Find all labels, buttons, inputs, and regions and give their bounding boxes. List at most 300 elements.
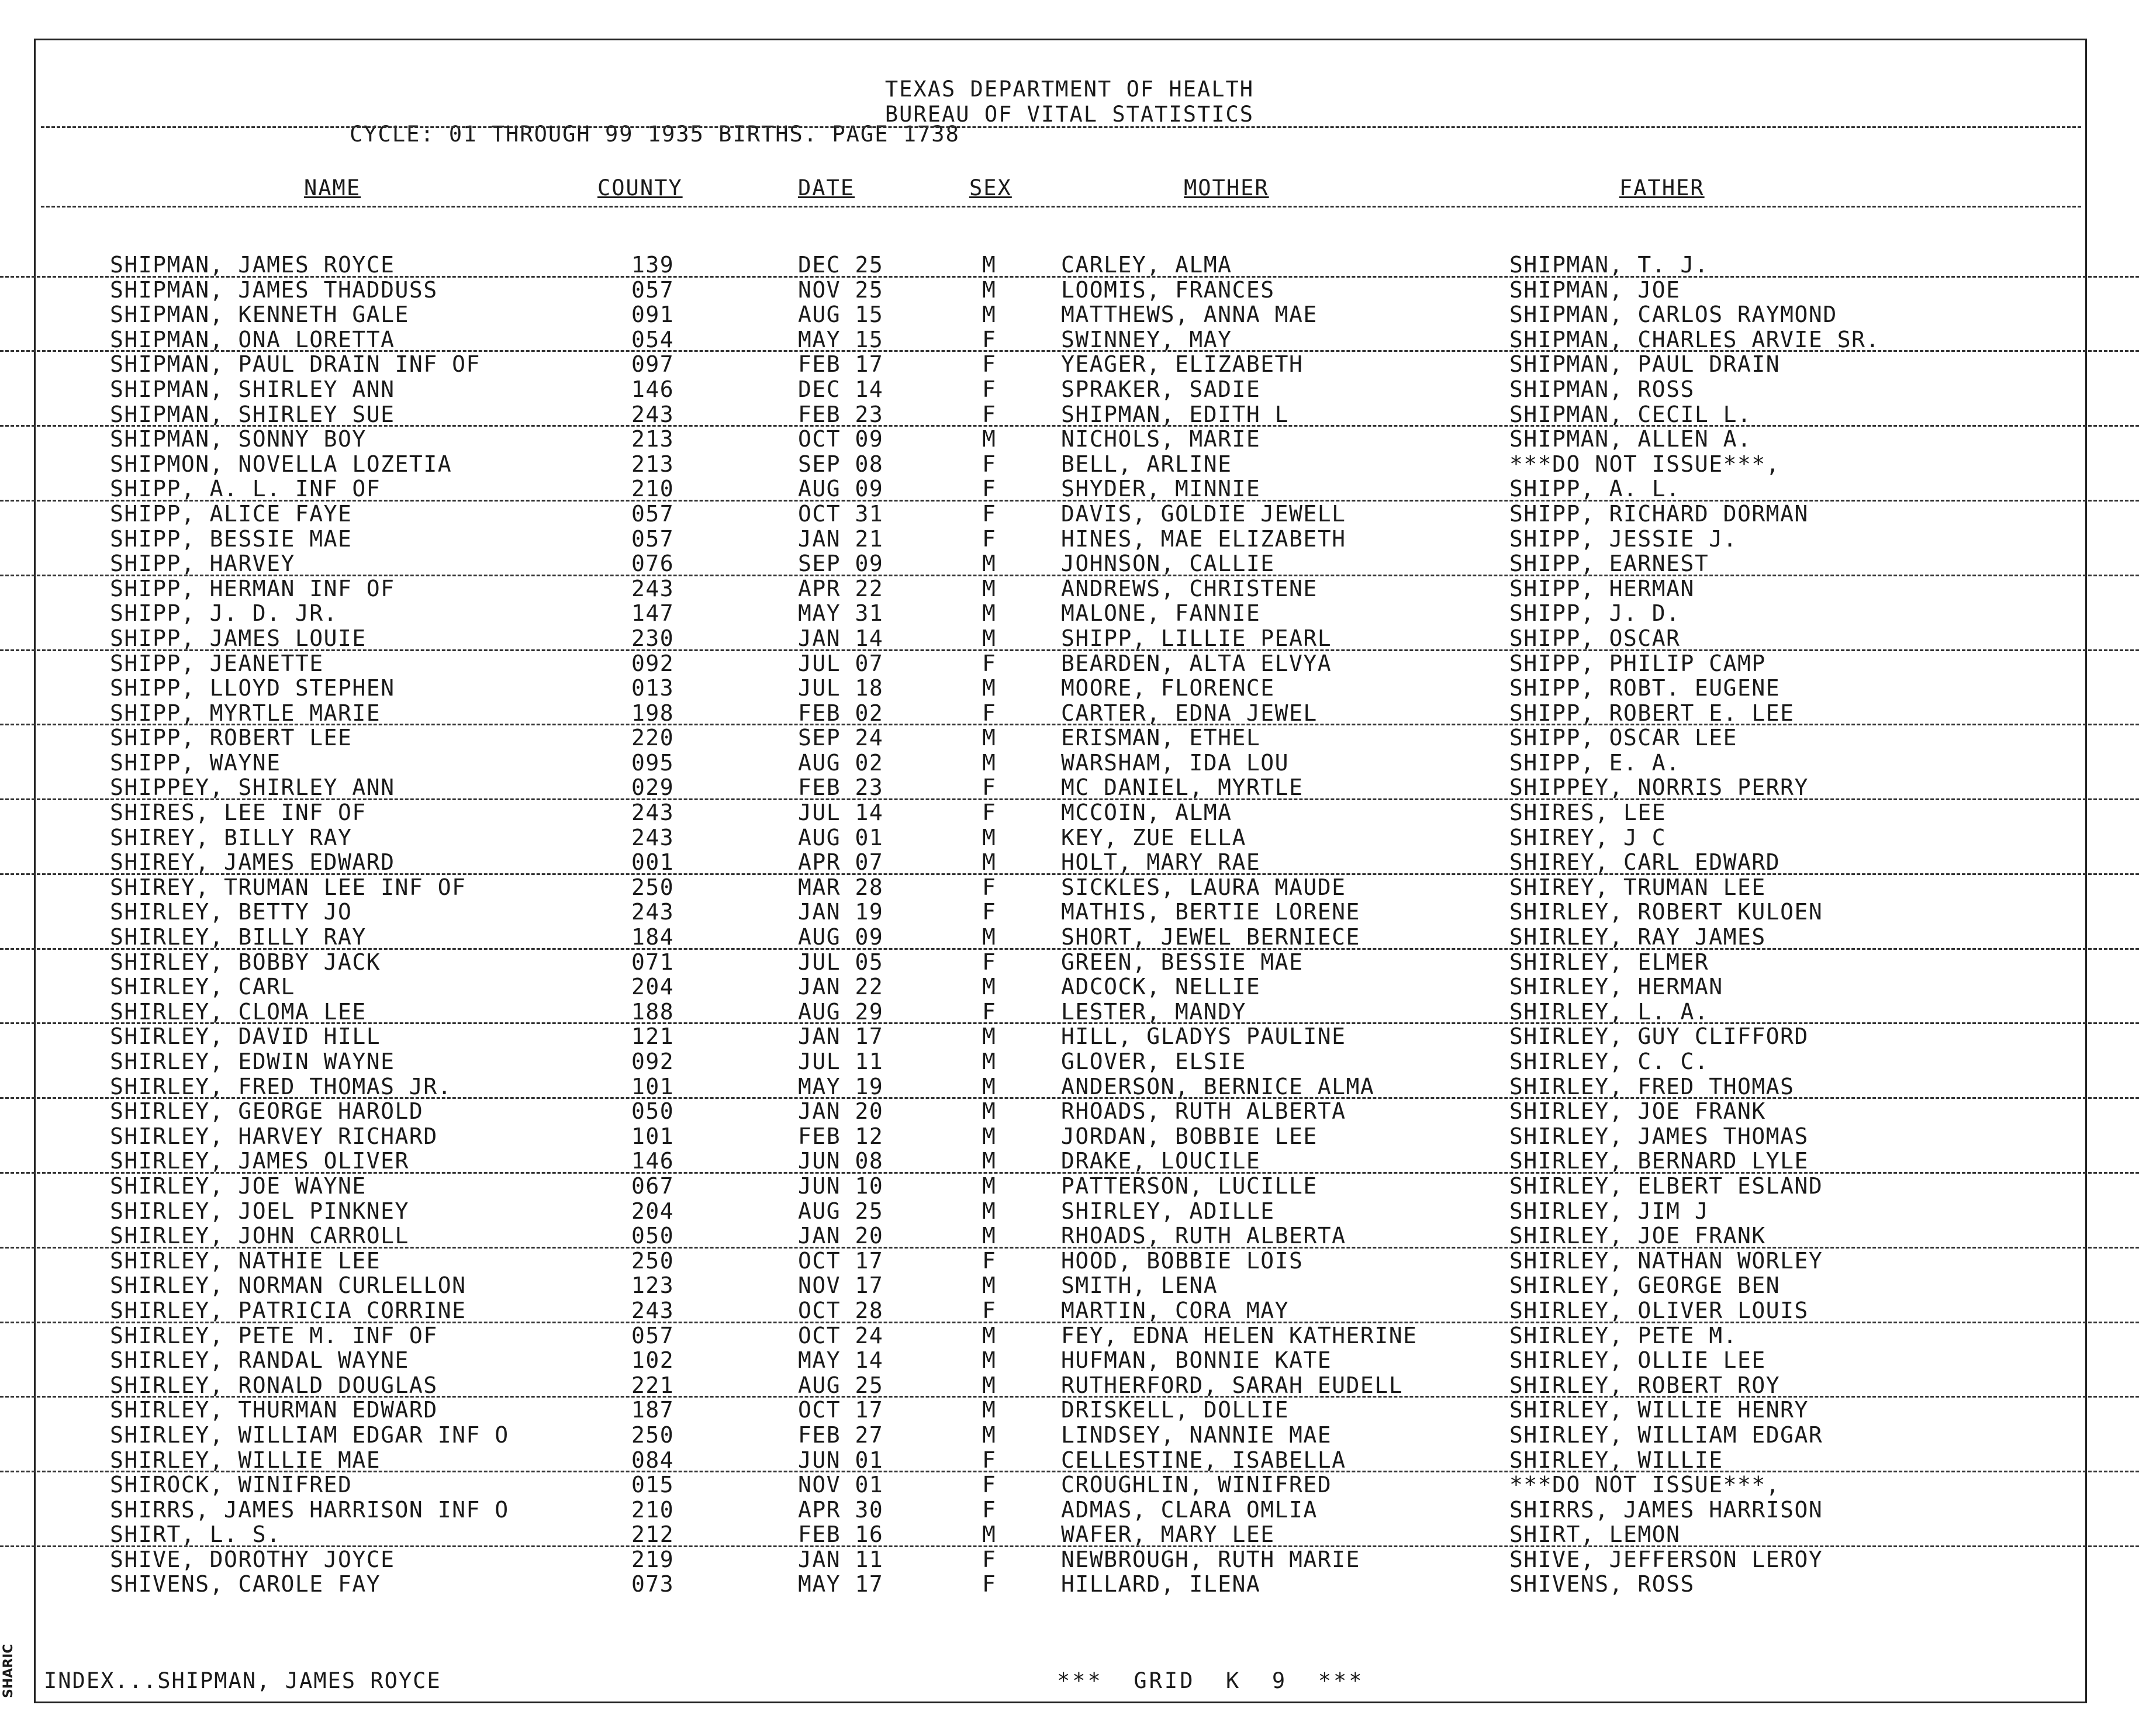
record-county: 102 [631, 1347, 675, 1374]
record-mother: BEARDEN, ALTA ELVYA [1061, 650, 1332, 676]
record-sex: M [982, 1422, 997, 1448]
record-name: SHIRLEY, EDWIN WAYNE [110, 1049, 395, 1074]
record-row [0, 1298, 2139, 1323]
record-sex: M [982, 1148, 997, 1174]
record-father: SHIRLEY, OLLIE LEE [1509, 1347, 1766, 1374]
record-mother: MALONE, FANNIE [1061, 600, 1261, 627]
record-father: SHIPP, OSCAR LEE [1509, 725, 1738, 751]
record-date: MAY 15 [798, 326, 884, 352]
record-county: 015 [631, 1472, 675, 1498]
record-mother: WAFER, MARY LEE [1061, 1521, 1275, 1548]
record-father: SHIPMAN, JOE [1509, 276, 1681, 303]
record-father: SHIRLEY, JAMES THOMAS [1509, 1123, 1809, 1149]
record-county: 123 [631, 1272, 675, 1299]
record-county: 101 [631, 1073, 675, 1099]
record-row [0, 850, 2139, 875]
record-date: JAN 21 [798, 525, 884, 552]
record-row [0, 1348, 2139, 1373]
record-county: 146 [631, 376, 675, 402]
record-father: SHIRLEY, ROBERT KULOEN [1509, 899, 1823, 925]
record-mother: LESTER, MANDY [1061, 998, 1246, 1025]
record-date: MAY 14 [798, 1347, 884, 1374]
record-row [0, 1074, 2139, 1099]
record-mother: SICKLES, LAURA MAUDE [1061, 874, 1346, 900]
record-county: 212 [631, 1521, 675, 1548]
record-county: 188 [631, 998, 675, 1025]
record-county: 184 [631, 924, 675, 950]
record-sex: M [982, 276, 997, 303]
record-county: 001 [631, 849, 675, 876]
record-sex: F [982, 1297, 997, 1323]
record-father: SHIRT, LEMON [1509, 1521, 1681, 1548]
record-row [0, 925, 2139, 950]
record-name: SHIRLEY, NATHIE LEE [110, 1247, 381, 1274]
record-date: JUN 08 [798, 1148, 884, 1174]
record-sex: F [982, 351, 997, 378]
column-header-date: DATE [798, 175, 855, 200]
record-county: 220 [631, 725, 675, 751]
record-father: SHIREY, CARL EDWARD [1509, 849, 1781, 876]
record-row [0, 900, 2139, 925]
record-father: SHIRLEY, RAY JAMES [1509, 924, 1766, 950]
record-father: SHIVE, JEFFERSON LEROY [1509, 1546, 1823, 1572]
record-sex: F [982, 326, 997, 352]
record-father: SHIRLEY, C. C. [1509, 1049, 1709, 1074]
column-header-county: COUNTY [597, 175, 683, 200]
record-county: 213 [631, 426, 675, 452]
record-date: OCT 17 [798, 1397, 884, 1423]
record-date: AUG 09 [798, 924, 884, 950]
record-row [0, 825, 2139, 850]
record-row [0, 427, 2139, 452]
record-father: SHIRLEY, ELBERT ESLAND [1509, 1173, 1823, 1199]
record-mother: ANDERSON, BERNICE ALMA [1061, 1073, 1375, 1099]
column-header-rule [41, 206, 2081, 208]
record-row [0, 974, 2139, 1000]
record-row [0, 1572, 2139, 1597]
record-mother: HILL, GLADYS PAULINE [1061, 1023, 1346, 1050]
record-row [0, 1149, 2139, 1174]
record-row [0, 1099, 2139, 1124]
record-name: SHIREY, TRUMAN LEE INF OF [110, 874, 466, 900]
record-father: SHIPP, OSCAR [1509, 625, 1681, 651]
column-header-name: NAME [304, 175, 361, 200]
record-father: SHIRLEY, GUY CLIFFORD [1509, 1023, 1809, 1050]
record-father: SHIRLEY, PETE M. [1509, 1322, 1738, 1348]
record-date: OCT 17 [798, 1247, 884, 1274]
record-sex: M [982, 252, 997, 278]
record-list [0, 253, 2139, 1597]
record-date: JUL 05 [798, 949, 884, 975]
record-row [0, 352, 2139, 377]
record-name: SHIPP, HARVEY [110, 551, 295, 577]
record-date: OCT 31 [798, 500, 884, 527]
record-date: FEB 27 [798, 1422, 884, 1448]
record-sex: M [982, 426, 997, 452]
record-mother: SPRAKER, SADIE [1061, 376, 1261, 402]
record-date: FEB 23 [798, 774, 884, 801]
record-row [0, 1498, 2139, 1523]
record-father: SHIPP, ROBERT E. LEE [1509, 700, 1795, 726]
record-mother: SHYDER, MINNIE [1061, 476, 1261, 502]
record-sex: M [982, 1322, 997, 1348]
record-row [0, 676, 2139, 701]
record-row [0, 1323, 2139, 1348]
record-name: SHIRLEY, WILLIE MAE [110, 1447, 381, 1473]
record-row [0, 551, 2139, 576]
record-county: 121 [631, 1023, 675, 1050]
record-sex: M [982, 675, 997, 701]
record-father: SHIPMAN, CARLOS RAYMOND [1509, 302, 1837, 328]
record-father: SHIRLEY, HERMAN [1509, 974, 1723, 1000]
record-row [0, 527, 2139, 552]
record-county: 210 [631, 1496, 675, 1523]
record-date: APR 22 [798, 575, 884, 601]
side-mark: SHARIC [1, 1644, 16, 1698]
record-mother: ADMAS, CLARA OMLIA [1061, 1496, 1318, 1523]
record-county: 076 [631, 551, 675, 577]
record-name: SHIRLEY, CLOMA LEE [110, 998, 367, 1025]
record-name: SHIVENS, CAROLE FAY [110, 1571, 381, 1597]
record-row [0, 1398, 2139, 1423]
record-county: 092 [631, 650, 675, 676]
record-mother: MARTIN, CORA MAY [1061, 1297, 1290, 1323]
record-sex: F [982, 1472, 997, 1498]
record-father: SHIVENS, ROSS [1509, 1571, 1695, 1597]
record-father: SHIPPEY, NORRIS PERRY [1509, 774, 1809, 801]
record-name: SHIPPEY, SHIRLEY ANN [110, 774, 395, 801]
record-name: SHIRLEY, PATRICIA CORRINE [110, 1297, 466, 1323]
record-name: SHIRLEY, PETE M. INF OF [110, 1322, 438, 1348]
record-name: SHIPP, LLOYD STEPHEN [110, 675, 395, 701]
record-sex: F [982, 451, 997, 477]
record-date: FEB 12 [798, 1123, 884, 1149]
record-name: SHIRLEY, CARL [110, 974, 295, 1000]
record-mother: HILLARD, ILENA [1061, 1571, 1261, 1597]
record-county: 067 [631, 1173, 675, 1199]
record-sex: F [982, 376, 997, 402]
record-row [0, 1472, 2139, 1498]
record-date: AUG 15 [798, 302, 884, 328]
record-date: JUN 10 [798, 1173, 884, 1199]
record-sex: M [982, 1173, 997, 1199]
record-mother: WARSHAM, IDA LOU [1061, 749, 1290, 776]
record-name: SHIPP, JEANETTE [110, 650, 324, 676]
record-county: 243 [631, 899, 675, 925]
record-name: SHIRLEY, BETTY JO [110, 899, 353, 925]
record-sex: M [982, 302, 997, 328]
record-sex: F [982, 1496, 997, 1523]
record-county: 054 [631, 326, 675, 352]
record-date: JAN 17 [798, 1023, 884, 1050]
record-name: SHIRLEY, RANDAL WAYNE [110, 1347, 409, 1374]
record-date: AUG 02 [798, 749, 884, 776]
record-name: SHIRT, L. S. [110, 1521, 281, 1548]
record-name: SHIVE, DOROTHY JOYCE [110, 1546, 395, 1572]
record-sex: M [982, 974, 997, 1000]
record-name: SHIPMAN, SHIRLEY SUE [110, 401, 395, 427]
record-father: SHIPP, PHILIP CAMP [1509, 650, 1766, 676]
record-sex: F [982, 1546, 997, 1572]
record-sex: M [982, 625, 997, 651]
record-mother: SHIRLEY, ADILLE [1061, 1198, 1275, 1224]
record-date: DEC 25 [798, 252, 884, 278]
record-name: SHIRLEY, FRED THOMAS JR. [110, 1073, 452, 1099]
record-row [0, 1024, 2139, 1049]
record-county: 139 [631, 252, 675, 278]
record-name: SHIPMAN, JAMES ROYCE [110, 252, 395, 278]
record-name: SHIPP, BESSIE MAE [110, 525, 353, 552]
record-father: SHIRLEY, WILLIE HENRY [1509, 1397, 1809, 1423]
record-row [0, 1547, 2139, 1572]
record-row [0, 800, 2139, 825]
record-name: SHIPP, ROBERT LEE [110, 725, 353, 751]
record-sex: M [982, 1223, 997, 1249]
record-row [0, 302, 2139, 327]
record-sex: M [982, 1347, 997, 1374]
record-sex: M [982, 1272, 997, 1299]
record-county: 204 [631, 974, 675, 1000]
cycle-line: CYCLE: 01 THROUGH 99 1935 BIRTHS. PAGE 1738 [350, 122, 960, 147]
record-county: 071 [631, 949, 675, 975]
record-row [0, 377, 2139, 402]
record-row [0, 502, 2139, 527]
record-county: 243 [631, 800, 675, 826]
record-county: 250 [631, 874, 675, 900]
record-name: SHIRLEY, BOBBY JACK [110, 949, 381, 975]
record-mother: MC DANIEL, MYRTLE [1061, 774, 1304, 801]
record-sex: F [982, 500, 997, 527]
record-mother: SMITH, LENA [1061, 1272, 1218, 1299]
record-sex: M [982, 1049, 997, 1074]
record-sex: F [982, 874, 997, 900]
record-row [0, 1249, 2139, 1274]
record-mother: CELLESTINE, ISABELLA [1061, 1447, 1346, 1473]
record-name: SHIRLEY, THURMAN EDWARD [110, 1397, 438, 1423]
record-mother: SHIPP, LILLIE PEARL [1061, 625, 1332, 651]
record-date: OCT 09 [798, 426, 884, 452]
record-sex: M [982, 575, 997, 601]
record-row [0, 1448, 2139, 1473]
record-date: JUL 07 [798, 650, 884, 676]
record-name: SHIRLEY, BILLY RAY [110, 924, 367, 950]
record-mother: CARTER, EDNA JEWEL [1061, 700, 1318, 726]
record-name: SHIRRS, JAMES HARRISON INF O [110, 1496, 509, 1523]
record-row [0, 1124, 2139, 1149]
record-date: MAR 28 [798, 874, 884, 900]
record-row [0, 775, 2139, 800]
record-row [0, 701, 2139, 726]
record-row [0, 452, 2139, 477]
record-father: SHIRLEY, FRED THOMAS [1509, 1073, 1795, 1099]
record-mother: SHIPMAN, EDITH L [1061, 401, 1290, 427]
record-date: JAN 22 [798, 974, 884, 1000]
record-row [0, 950, 2139, 975]
record-date: MAY 19 [798, 1073, 884, 1099]
record-name: SHIREY, BILLY RAY [110, 824, 353, 850]
record-father: SHIPMAN, ROSS [1509, 376, 1695, 402]
agency-title: TEXAS DEPARTMENT OF HEALTH [884, 77, 1255, 102]
record-row [0, 278, 2139, 303]
record-mother: HOLT, MARY RAE [1061, 849, 1261, 876]
record-name: SHIRLEY, GEORGE HAROLD [110, 1098, 424, 1125]
record-date: JAN 20 [798, 1098, 884, 1125]
record-county: 230 [631, 625, 675, 651]
record-name: SHIPP, ALICE FAYE [110, 500, 353, 527]
grid-reference: *** GRID K 9 *** [1057, 1668, 1364, 1693]
record-name: SHIPP, HERMAN INF OF [110, 575, 395, 601]
record-sex: F [982, 525, 997, 552]
record-name: SHIPP, MYRTLE MARIE [110, 700, 381, 726]
record-name: SHIRES, LEE INF OF [110, 800, 367, 826]
header-rule [41, 126, 2081, 128]
record-name: SHIPMON, NOVELLA LOZETIA [110, 451, 452, 477]
record-county: 243 [631, 1297, 675, 1323]
record-father: SHIRLEY, JOE FRANK [1509, 1223, 1766, 1249]
record-sex: F [982, 650, 997, 676]
record-sex: F [982, 1447, 997, 1473]
record-mother: ADCOCK, NELLIE [1061, 974, 1261, 1000]
record-name: SHIREY, JAMES EDWARD [110, 849, 395, 876]
record-mother: SWINNEY, MAY [1061, 326, 1232, 352]
record-date: FEB 16 [798, 1521, 884, 1548]
record-father: SHIRLEY, OLIVER LOUIS [1509, 1297, 1809, 1323]
record-sex: M [982, 924, 997, 950]
record-mother: JORDAN, BOBBIE LEE [1061, 1123, 1318, 1149]
record-father: SHIRRS, JAMES HARRISON [1509, 1496, 1823, 1523]
record-row [0, 1423, 2139, 1448]
record-father: SHIREY, TRUMAN LEE [1509, 874, 1766, 900]
record-row [0, 1223, 2139, 1249]
record-mother: CARLEY, ALMA [1061, 252, 1232, 278]
record-father: SHIPP, HERMAN [1509, 575, 1695, 601]
record-name: SHIPMAN, SHIRLEY ANN [110, 376, 395, 402]
record-father: SHIPMAN, T. J. [1509, 252, 1709, 278]
record-sex: M [982, 1397, 997, 1423]
record-county: 210 [631, 476, 675, 502]
record-date: APR 07 [798, 849, 884, 876]
record-father: SHIPP, A. L. [1509, 476, 1681, 502]
record-father: SHIRLEY, JOE FRANK [1509, 1098, 1766, 1125]
record-mother: DAVIS, GOLDIE JEWELL [1061, 500, 1346, 527]
record-mother: PATTERSON, LUCILLE [1061, 1173, 1318, 1199]
record-date: FEB 17 [798, 351, 884, 378]
record-county: 221 [631, 1372, 675, 1398]
record-row [0, 651, 2139, 676]
record-mother: DRAKE, LOUCILE [1061, 1148, 1261, 1174]
record-county: 084 [631, 1447, 675, 1473]
record-name: SHIRLEY, JOEL PINKNEY [110, 1198, 409, 1224]
record-county: 057 [631, 1322, 675, 1348]
record-date: AUG 25 [798, 1198, 884, 1224]
record-row [0, 476, 2139, 502]
record-mother: ANDREWS, CHRISTENE [1061, 575, 1318, 601]
record-sex: F [982, 774, 997, 801]
record-date: APR 30 [798, 1496, 884, 1523]
record-name: SHIPP, A. L. INF OF [110, 476, 381, 502]
record-name: SHIRLEY, RONALD DOUGLAS [110, 1372, 438, 1398]
record-county: 187 [631, 1397, 675, 1423]
record-father: SHIRLEY, BERNARD LYLE [1509, 1148, 1809, 1174]
record-name: SHIRLEY, DAVID HILL [110, 1023, 381, 1050]
record-date: MAY 17 [798, 1571, 884, 1597]
record-name: SHIPP, JAMES LOUIE [110, 625, 367, 651]
record-date: SEP 24 [798, 725, 884, 751]
record-county: 250 [631, 1247, 675, 1274]
record-mother: KEY, ZUE ELLA [1061, 824, 1246, 850]
record-county: 013 [631, 675, 675, 701]
record-row [0, 402, 2139, 427]
record-father: SHIPP, EARNEST [1509, 551, 1709, 577]
record-father: SHIRLEY, NATHAN WORLEY [1509, 1247, 1823, 1274]
record-sex: F [982, 800, 997, 826]
record-date: MAY 31 [798, 600, 884, 627]
record-mother: YEAGER, ELIZABETH [1061, 351, 1304, 378]
record-mother: RHOADS, RUTH ALBERTA [1061, 1223, 1346, 1249]
record-row [0, 1174, 2139, 1199]
record-row [0, 626, 2139, 651]
record-sex: M [982, 1073, 997, 1099]
record-sex: M [982, 1372, 997, 1398]
record-name: SHIRLEY, JOE WAYNE [110, 1173, 367, 1199]
record-sex: M [982, 1521, 997, 1548]
record-date: JUL 11 [798, 1049, 884, 1074]
record-father: SHIPMAN, CHARLES ARVIE SR. [1509, 326, 1880, 352]
record-father: ***DO NOT ISSUE***, [1509, 1472, 1781, 1498]
record-date: JAN 11 [798, 1546, 884, 1572]
record-mother: ERISMAN, ETHEL [1061, 725, 1261, 751]
record-date: OCT 28 [798, 1297, 884, 1323]
record-name: SHIPMAN, SONNY BOY [110, 426, 367, 452]
record-date: DEC 14 [798, 376, 884, 402]
record-father: SHIPP, ROBT. EUGENE [1509, 675, 1781, 701]
record-mother: HINES, MAE ELIZABETH [1061, 525, 1346, 552]
record-row [0, 1000, 2139, 1025]
record-sex: F [982, 998, 997, 1025]
record-row [0, 1522, 2139, 1547]
record-date: JAN 19 [798, 899, 884, 925]
record-county: 101 [631, 1123, 675, 1149]
record-date: JUL 18 [798, 675, 884, 701]
record-name: SHIPMAN, PAUL DRAIN INF OF [110, 351, 481, 378]
record-county: 198 [631, 700, 675, 726]
record-county: 204 [631, 1198, 675, 1224]
record-row [0, 601, 2139, 626]
record-sex: F [982, 1571, 997, 1597]
record-date: JUL 14 [798, 800, 884, 826]
record-date: JAN 14 [798, 625, 884, 651]
record-county: 219 [631, 1546, 675, 1572]
record-mother: HOOD, BOBBIE LOIS [1061, 1247, 1304, 1274]
record-sex: M [982, 1023, 997, 1050]
record-county: 095 [631, 749, 675, 776]
bureau-title: BUREAU OF VITAL STATISTICS [884, 102, 1255, 127]
record-date: NOV 17 [798, 1272, 884, 1299]
record-mother: MCCOIN, ALMA [1061, 800, 1232, 826]
record-date: JAN 20 [798, 1223, 884, 1249]
record-father: SHIRLEY, WILLIE [1509, 1447, 1723, 1473]
record-county: 091 [631, 302, 675, 328]
record-sex: F [982, 476, 997, 502]
record-father: ***DO NOT ISSUE***, [1509, 451, 1781, 477]
record-sex: M [982, 1198, 997, 1224]
record-county: 029 [631, 774, 675, 801]
record-date: AUG 01 [798, 824, 884, 850]
record-date: SEP 08 [798, 451, 884, 477]
record-name: SHIROCK, WINIFRED [110, 1472, 353, 1498]
record-mother: HUFMAN, BONNIE KATE [1061, 1347, 1332, 1374]
record-father: SHIRES, LEE [1509, 800, 1667, 826]
